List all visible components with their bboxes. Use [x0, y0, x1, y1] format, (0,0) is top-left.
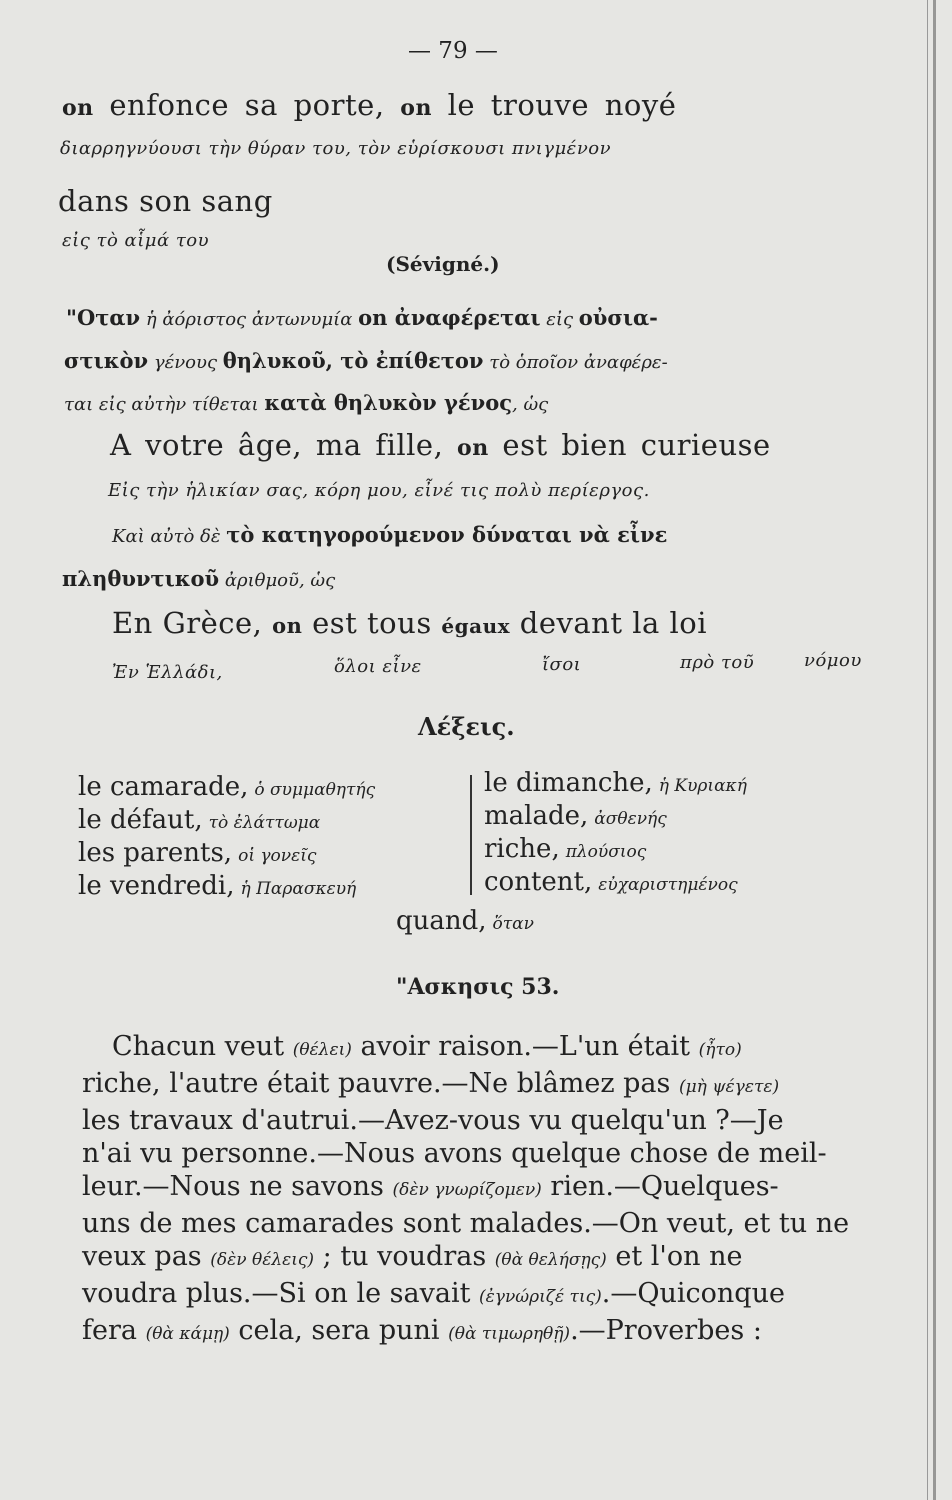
rule-line-1: "Οταν ἡ ἀόριστος ἀντωνυμία on ἀναφέρεται εἰς οὐσια-	[66, 305, 658, 330]
exercise-line: uns de mes camarades sont malades.—On veut, et tu ne	[82, 1208, 850, 1239]
example-fr-line-1: on enfonce sa porte, on le trouve noyé	[62, 88, 677, 122]
page-edge	[933, 0, 936, 1500]
exercise-line: les travaux d'autrui.—Avez-vous vu quelqu'un ?—Je	[82, 1105, 784, 1136]
vocab-item: malade, ἀσθενής	[484, 801, 667, 831]
vocab-item: le dimanche, ἡ Κυριακή	[484, 768, 747, 798]
vocab-center-item: quand, ὅταν	[396, 906, 535, 936]
vocab-right-column	[484, 768, 747, 900]
example-gr-line-4b: ὅλοι εἶνε	[334, 656, 422, 677]
rule2-line-1: Καὶ αὐτὸ δὲ τὸ κατηγορούμενον δύναται νὰ εἶνε	[112, 522, 668, 547]
vocab-item: le défaut, τὸ ἐλάττωμα	[78, 805, 321, 835]
page-edge-line	[927, 0, 928, 1500]
exercise-line: n'ai vu personne.—Nous avons quelque chose de meil-	[82, 1138, 827, 1169]
exercise-line: riche, l'autre était pauvre.—Ne blâmez pas (μὴ ψέγετε)	[82, 1068, 780, 1099]
page-number: — 79 —	[408, 38, 498, 64]
example-gr-line-1: διαρρηγνύουσι τὴν θύραν του, τὸν εὑρίσκουσι πνιγμένον	[60, 138, 612, 159]
exercise-line: fera (θὰ κάμῃ) cela, sera puni (θὰ τιμωρηθῇ).—Proverbes :	[82, 1315, 762, 1346]
example-fr-line-3: A votre âge, ma fille, on est bien curieuse	[110, 428, 771, 462]
example-gr-line-3: Εἰς τὴν ἡλικίαν σας, κόρη μου, εἶνέ τις πολὺ περίεργος.	[108, 480, 650, 501]
vocab-left-column	[78, 772, 375, 904]
example-gr-line-4e: νόμου	[804, 650, 862, 671]
example-gr-line-4a: Ἐν Ἑλλάδι,	[112, 662, 223, 683]
rule2-line-2: πληθυντικοῦ ἀριθμοῦ, ὡς	[62, 566, 336, 591]
example-gr-line-2: εἰς τὸ αἷμά του	[62, 230, 210, 251]
vocab-item: le camarade, ὁ συμμαθητής	[78, 772, 376, 802]
vocab-divider	[470, 775, 472, 895]
exercise-heading: "Ασκησις 53.	[396, 974, 560, 1000]
lexeis-heading: Λέξεις.	[418, 712, 515, 741]
exercise-paragraph	[82, 1030, 907, 1351]
vocab-item: les parents, οἱ γονεῖς	[78, 838, 317, 868]
vocab-item: le vendredi, ἡ Παρασκευή	[78, 871, 357, 901]
exercise-line: leur.—Nous ne savons (δὲν γνωρίζομεν) rien.—Quelques-	[82, 1171, 779, 1202]
exercise-line: Chacun veut (θέλει) avoir raison.—L'un était (ἦτο)	[112, 1031, 742, 1062]
vocab-item: content, εὐχαριστημένος	[484, 867, 738, 897]
example-fr-line-4: En Grèce, on est tous égaux devant la loi	[112, 606, 708, 640]
exercise-line: voudra plus.—Si on le savait (ἐγνώριζέ τις).—Quiconque	[82, 1278, 785, 1309]
rule-line-3: ται εἰς αὐτὴν τίθεται κατὰ θηλυκὸν γένος, ὡς	[64, 390, 549, 415]
exercise-line: veux pas (δὲν θέλεις) ; tu voudras (θὰ θελήσῃς) et l'on ne	[82, 1241, 743, 1272]
example-gr-line-4c: ἴσοι	[542, 654, 582, 675]
example-fr-line-2: dans son sang	[58, 184, 273, 218]
source-citation: (Sévigné.)	[386, 252, 500, 276]
example-gr-line-4d: πρὸ τοῦ	[680, 652, 755, 673]
vocab-item: riche, πλούσιος	[484, 834, 647, 864]
rule-line-2: στικὸν γένους θηλυκοῦ, τὸ ἐπίθετον τὸ ὁποῖον ἀναφέρε-	[64, 348, 668, 373]
